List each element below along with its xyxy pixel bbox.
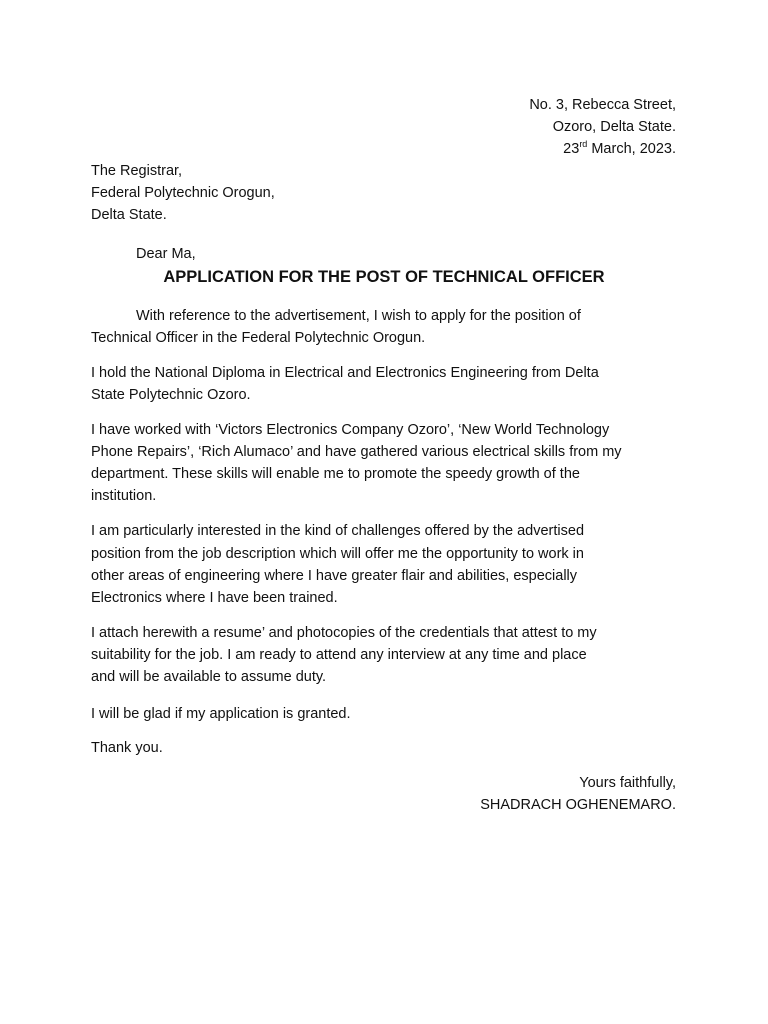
paragraph-4-line-3: other areas of engineering where I have greater flair and abilities, especially [91, 568, 578, 584]
paragraph-5-line-3: and will be available to assume duty. [91, 669, 327, 685]
paragraph-1-line-2: Technical Officer in the Federal Polytechnic Orogun. [91, 330, 426, 346]
valediction: Yours faithfully, [579, 775, 676, 791]
paragraph-4-line-1: I am particularly interested in the kind of challenges offered by the advertised [91, 523, 585, 539]
letter-subject: APPLICATION FOR THE POST OF TECHNICAL OFFICER [163, 268, 605, 286]
paragraph-2-line-2: State Polytechnic Ozoro. [91, 387, 251, 403]
date-day: 23 [563, 141, 580, 157]
paragraph-2-line-1: I hold the National Diploma in Electrical and Electronics Engineering from Delta [91, 365, 599, 381]
paragraph-6: I will be glad if my application is granted. [91, 706, 351, 722]
paragraph-3-line-4: institution. [91, 488, 157, 504]
paragraph-4-line-4: Electronics where I have been trained. [91, 590, 338, 606]
signatory-name: SHADRACH OGHENEMARO. [480, 797, 676, 813]
paragraph-1-line-1: With reference to the advertisement, I wish to apply for the position of [136, 308, 581, 324]
paragraph-3-line-3: department. These skills will enable me to promote the speedy growth of the [91, 466, 580, 482]
paragraph-3-line-1: I have worked with ‘Victors Electronics Company Ozoro’, ‘New World Technology [91, 422, 610, 438]
paragraph-3-line-2: Phone Repairs’, ‘Rich Alumaco’ and have gathered various electrical skills from my [91, 444, 622, 460]
sender-address-line-2: Ozoro, Delta State. [552, 119, 676, 135]
salutation: Dear Ma, [136, 246, 196, 262]
letter-date [563, 138, 676, 160]
recipient-line-3: Delta State. [91, 207, 167, 223]
paragraph-7: Thank you. [91, 740, 163, 756]
date-suffix: rd [579, 139, 588, 150]
paragraph-4-line-2: position from the job description which will offer me the opportunity to work in [91, 546, 584, 562]
paragraph-5-line-1: I attach herewith a resume’ and photocopies of the credentials that attest to my [91, 625, 597, 641]
paragraph-5-line-2: suitability for the job. I am ready to attend any interview at any time and place [91, 647, 587, 663]
recipient-line-2: Federal Polytechnic Orogun, [91, 185, 275, 201]
recipient-line-1: The Registrar, [91, 163, 183, 179]
sender-address-line-1: No. 3, Rebecca Street, [529, 97, 676, 113]
date-rest: March, 2023. [587, 141, 676, 157]
